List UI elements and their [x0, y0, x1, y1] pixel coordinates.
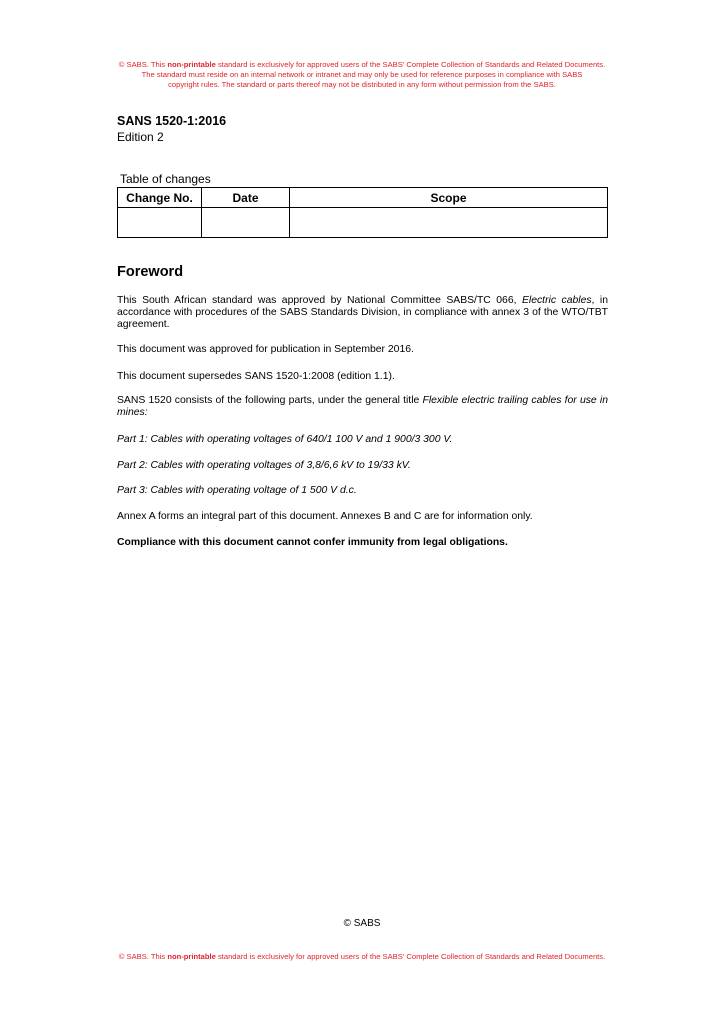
copyright-notice-top: [60, 60, 664, 90]
column-header-scope: Scope: [290, 188, 608, 208]
edition: Edition 2: [117, 130, 164, 144]
part-1: Part 1: Cables with operating voltages of 640/1 100 V and 1 900/3 300 V.: [117, 434, 453, 445]
part-2: Part 2: Cables with operating voltages of 3,8/6,6 kV to 19/33 kV.: [117, 460, 411, 471]
notice-line-1: © SABS. This non-printable standard is exclusively for approved users of the SABS' Complete Collection of Standards and Related Documents.: [118, 60, 606, 69]
column-header-change-no: Change No.: [118, 188, 202, 208]
table-row: [118, 208, 608, 238]
table-cell: [290, 208, 608, 238]
column-header-date: Date: [202, 188, 290, 208]
notice-line-2: The standard must reside on an internal network or intranet and may only be used for reference purposes in compliance with SABS: [141, 70, 583, 79]
notice-line-3: copyright rules. The standard or parts thereof may not be distributed in any form without permission from the SABS.: [168, 80, 556, 89]
foreword-paragraph-approval: This South African standard was approved by National Committee SABS/TC 066, Electric cables, in accordance with procedures of the SABS Standards Division, in compliance with annex 3 of the WTO/TBT agreement.: [117, 295, 608, 330]
table-cell: [202, 208, 290, 238]
compliance-statement: Compliance with this document cannot confer immunity from legal obligations.: [117, 537, 508, 548]
table-of-changes: [117, 187, 608, 238]
annex-statement: Annex A forms an integral part of this document. Annexes B and C are for information only.: [117, 511, 533, 522]
table-cell: [118, 208, 202, 238]
table-of-changes-label: Table of changes: [120, 172, 211, 186]
foreword-paragraph-supersedes: This document supersedes SANS 1520-1:2008 (edition 1.1).: [117, 371, 395, 382]
foreword-heading: Foreword: [117, 264, 184, 280]
copyright-notice-bottom: © SABS. This non-printable standard is exclusively for approved users of the SABS' Complete Collection of Standards and Related Documents.: [118, 952, 606, 961]
foreword-paragraph-publication: This document was approved for publication in September 2016.: [117, 344, 414, 355]
part-3: Part 3: Cables with operating voltage of 1 500 V d.c.: [117, 485, 357, 496]
footer-copyright: © SABS: [343, 918, 381, 929]
table-header-row: [118, 188, 608, 208]
foreword-paragraph-parts: SANS 1520 consists of the following parts, under the general title Flexible electric trailing cables for use in mines:: [117, 395, 608, 418]
document-title: SANS 1520-1:2016: [117, 114, 227, 128]
